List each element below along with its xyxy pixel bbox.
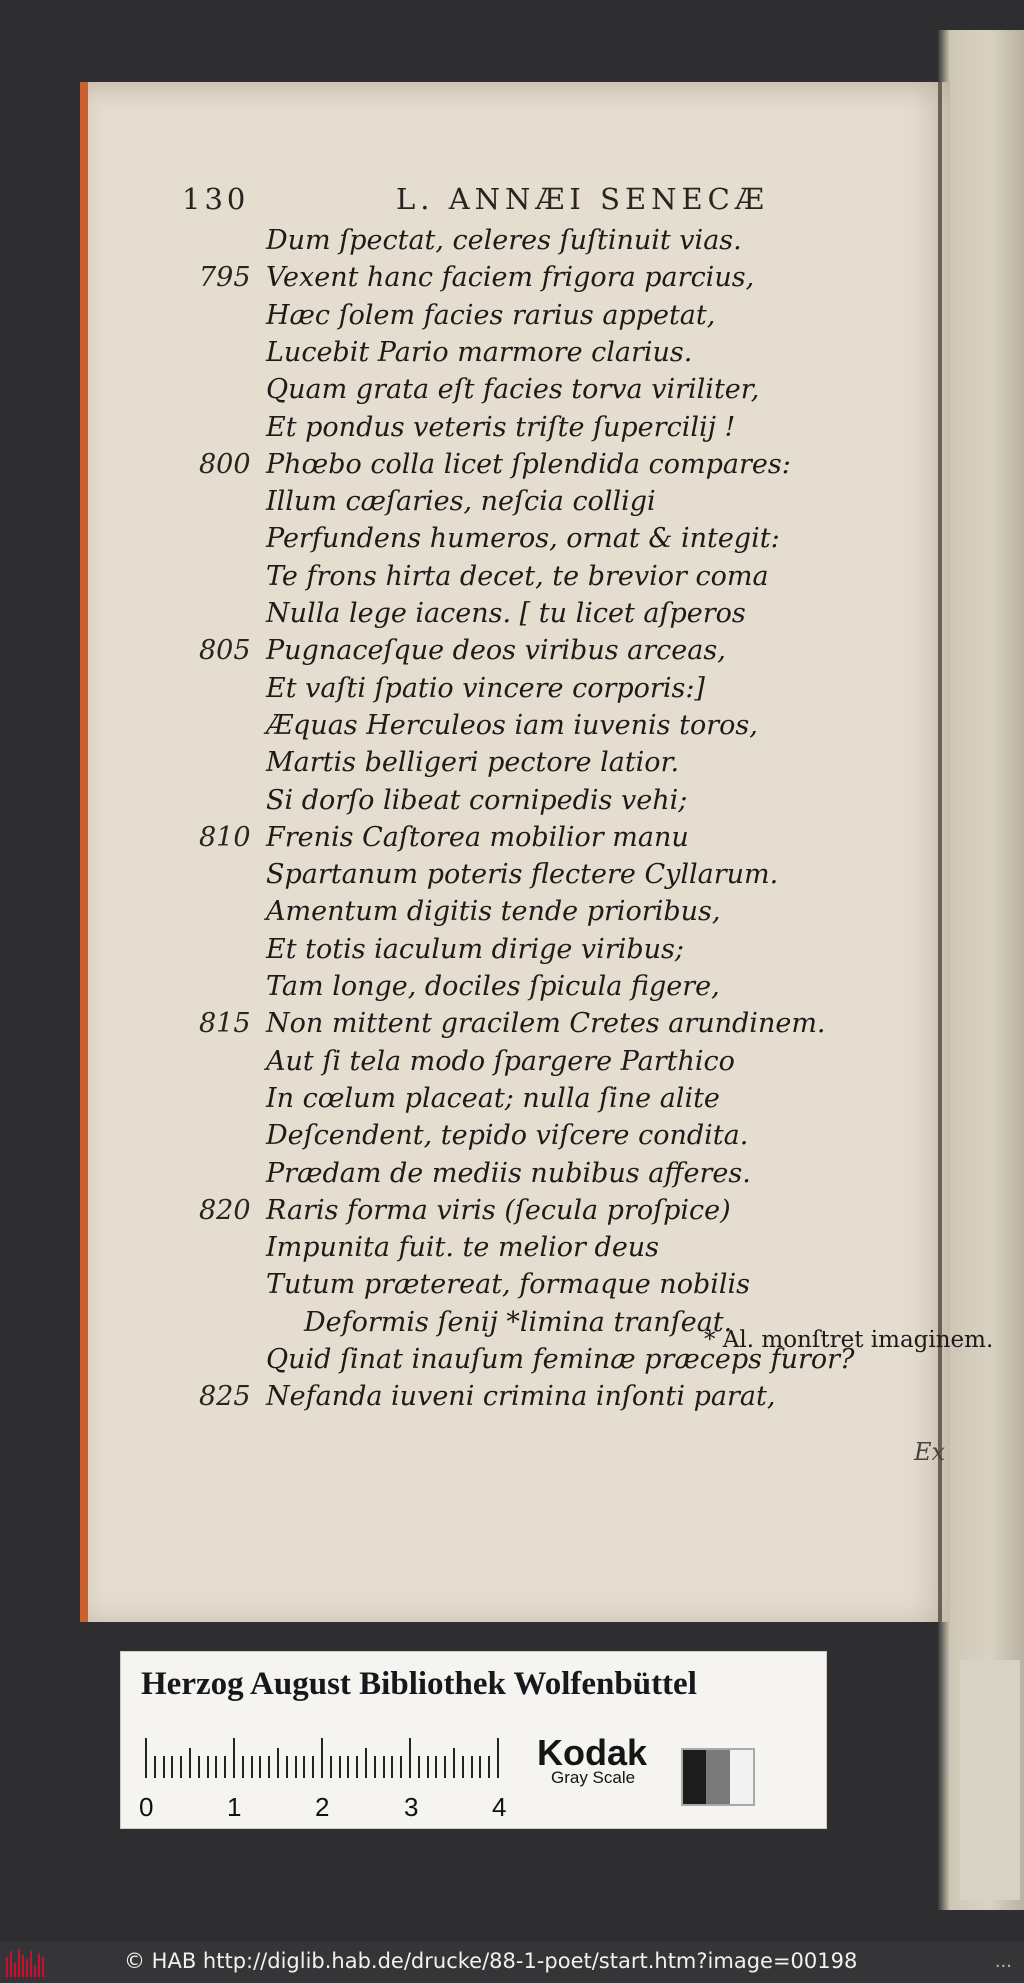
logo-bar <box>30 1951 32 1977</box>
ruler-label: 4 <box>492 1792 507 1822</box>
line-text: Deſcendent, tepido viſcere condita. <box>266 1120 749 1152</box>
kodak-brand: Kodak <box>537 1732 648 1773</box>
verse-line <box>0 1046 1024 1084</box>
line-text: Prædam de mediis nubibus afferes. <box>266 1157 751 1189</box>
verse-line <box>0 1008 1024 1046</box>
line-text: Non mittent gracilem Cretes arundinem. <box>266 1008 826 1040</box>
logo-bar <box>10 1951 12 1977</box>
line-text: Et vaſti ſpatio vincere corporis:] <box>266 672 705 704</box>
line-number: 825 <box>199 1381 251 1413</box>
ruler-tick <box>207 1756 209 1778</box>
ruler-tick <box>180 1756 182 1778</box>
logo-bar <box>26 1959 28 1977</box>
verse-line <box>0 635 1024 673</box>
ruler-label: 0 <box>139 1792 154 1822</box>
verse-line <box>0 374 1024 412</box>
ruler-tick <box>427 1756 429 1778</box>
line-text: Æquas Herculeos iam iuvenis toros, <box>266 709 758 741</box>
ruler-tick <box>286 1756 288 1778</box>
footer-copyright-link[interactable]: © HAB http://diglib.hab.de/drucke/88-1-poet/start.htm?image=00198 <box>124 1949 858 1973</box>
line-text: Tam longe, dociles ſpicula figere, <box>266 971 720 1002</box>
verse-line <box>0 225 1024 263</box>
verse-line <box>0 747 1024 785</box>
ruler-tick <box>400 1756 402 1778</box>
gray-patch <box>683 1750 706 1804</box>
line-number: 800 <box>199 448 251 480</box>
ruler-tick <box>356 1756 358 1778</box>
line-text: Et totis iaculum dirige viribus; <box>266 933 684 965</box>
line-text: Phœbo colla licet ſplendida compares: <box>266 448 791 480</box>
line-number: 810 <box>199 821 251 853</box>
ruler-tick <box>462 1756 464 1778</box>
line-text: Nefanda iuveni crimina inſonti parat, <box>266 1381 776 1413</box>
verse-line <box>0 785 1024 823</box>
line-number: 795 <box>199 262 251 294</box>
ruler-tick <box>145 1738 147 1778</box>
verse-line <box>0 1269 1024 1307</box>
ruler-tick <box>488 1756 490 1778</box>
line-text: Quam grata eſt facies torva viriliter, <box>266 374 760 406</box>
line-text: Te frons hirta decet, te brevior coma <box>266 560 769 592</box>
ruler-tick <box>259 1756 261 1778</box>
catchword: Ex <box>914 1438 946 1466</box>
ruler-tick <box>242 1756 244 1778</box>
line-text: Raris forma viris (ſecula proſpice) <box>266 1194 731 1226</box>
logo-bar <box>34 1965 36 1977</box>
logo-bar <box>42 1957 44 1977</box>
ruler-tick <box>171 1756 173 1778</box>
line-text: Lucebit Pario marmore clarius. <box>266 336 693 368</box>
line-text: Perfundens humeros, ornat & integit: <box>266 523 780 555</box>
line-text: Frenis Caſtorea mobilior manu <box>266 821 689 853</box>
ruler-tick <box>268 1756 270 1778</box>
ruler-tick <box>330 1756 332 1778</box>
ruler-tick <box>479 1756 481 1778</box>
verse-line <box>0 1083 1024 1121</box>
line-text: Nulla lege iacens. [ tu licet aſperos <box>266 598 746 629</box>
verse-line <box>0 1195 1024 1233</box>
verse-line <box>0 449 1024 487</box>
verse-line <box>0 822 1024 860</box>
ruler-tick <box>471 1756 473 1778</box>
line-text: Tutum prætereat, formaque nobilis <box>266 1269 750 1301</box>
line-text: In cœlum placeat; nulla ſine alite <box>266 1082 720 1114</box>
line-text: Deformis ſenij *limina tranſeat. <box>304 1306 733 1338</box>
gray-scale-label: Gray Scale <box>551 1768 636 1787</box>
line-text: Et pondus veteris triſte ſupercilij ! <box>266 411 736 443</box>
line-text: Hæc ſolem facies rarius appetat, <box>266 299 716 331</box>
line-text: Si dorſo libeat cornipedis vehi; <box>266 784 688 816</box>
logo-bar <box>6 1957 8 1977</box>
line-text: Quid ſinat inauſum feminæ præceps furor? <box>266 1344 855 1375</box>
line-text: Vexent hanc faciem frigora parcius, <box>266 262 755 294</box>
ruler-tick <box>215 1756 217 1778</box>
ruler-tick <box>339 1756 341 1778</box>
page-number: 130 <box>182 182 250 216</box>
ruler-tick <box>224 1756 226 1778</box>
gray-patch <box>730 1750 753 1804</box>
verse-line <box>0 896 1024 934</box>
ruler-tick <box>251 1756 253 1778</box>
hab-logo-icon[interactable] <box>6 1949 46 1977</box>
ruler-tick <box>321 1738 323 1778</box>
ruler-tick <box>418 1756 420 1778</box>
facing-page-label-strip <box>960 1660 1020 1900</box>
ruler-tick <box>312 1756 314 1778</box>
verse-line <box>0 523 1024 561</box>
footer-bar <box>0 1942 1024 1983</box>
margin-note: * Al. monſtret imaginem. <box>704 1327 994 1353</box>
library-name: Herzog August Bibliothek Wolfenbüttel <box>141 1666 697 1702</box>
verse-line <box>0 561 1024 599</box>
line-number: 820 <box>199 1194 251 1226</box>
ruler-tick <box>277 1748 279 1778</box>
ruler-tick <box>435 1756 437 1778</box>
ruler-tick <box>163 1756 165 1778</box>
verse-line <box>0 1381 1024 1419</box>
running-head: L. ANNÆI SENECÆ <box>396 182 769 216</box>
ruler-tick <box>409 1738 411 1778</box>
verse-line <box>0 1120 1024 1158</box>
verse-line <box>0 934 1024 972</box>
ruler-tick <box>347 1756 349 1778</box>
verse-line <box>0 859 1024 897</box>
verse-line <box>0 1158 1024 1196</box>
verse-line <box>0 262 1024 300</box>
ruler-tick <box>365 1748 367 1778</box>
line-text: Dum ſpectat, celeres ſuſtinuit vias. <box>266 225 742 256</box>
verse-line <box>0 412 1024 450</box>
more-icon[interactable]: ... <box>994 1951 1012 1972</box>
verse-line <box>0 598 1024 636</box>
gray-patch <box>706 1750 729 1804</box>
ruler-tick <box>383 1756 385 1778</box>
ruler-tick <box>295 1756 297 1778</box>
scale-ruler <box>145 1738 537 1778</box>
verse-line <box>0 337 1024 375</box>
ruler-label: 1 <box>227 1792 242 1822</box>
line-number: 805 <box>199 635 251 667</box>
ruler-tick <box>189 1748 191 1778</box>
line-text: Impunita fuit. te melior deus <box>266 1232 660 1264</box>
ruler-label: 3 <box>404 1792 419 1822</box>
ruler-tick <box>374 1756 376 1778</box>
line-text: Martis belligeri pectore latior. <box>266 747 680 779</box>
logo-bar <box>38 1953 40 1977</box>
color-target-card <box>120 1651 827 1829</box>
line-text: Amentum digitis tende prioribus, <box>266 896 721 928</box>
ruler-tick <box>233 1738 235 1778</box>
verse-line <box>0 673 1024 711</box>
verse-line <box>0 1232 1024 1270</box>
line-text: Pugnaceſque deos viribus arceas, <box>266 635 726 667</box>
ruler-tick <box>497 1738 499 1778</box>
line-text: Aut ſi tela modo ſpargere Parthico <box>266 1045 735 1077</box>
verse-line <box>0 710 1024 748</box>
line-text: Illum cæſaries, neſcia colligi <box>266 486 656 518</box>
logo-bar <box>14 1963 16 1977</box>
verse-line <box>0 300 1024 338</box>
line-number: 815 <box>199 1008 251 1040</box>
logo-bar <box>22 1955 24 1977</box>
ruler-tick <box>198 1756 200 1778</box>
logo-bar <box>18 1949 20 1977</box>
ruler-tick <box>453 1748 455 1778</box>
gray-patches <box>681 1748 755 1806</box>
verse-line <box>0 486 1024 524</box>
ruler-tick <box>303 1756 305 1778</box>
ruler-tick <box>391 1756 393 1778</box>
verse-line <box>0 971 1024 1009</box>
ruler-tick <box>444 1756 446 1778</box>
ruler-label: 2 <box>315 1792 330 1822</box>
line-text: Spartanum poteris flectere Cyllarum. <box>266 859 779 891</box>
ruler-tick <box>154 1756 156 1778</box>
